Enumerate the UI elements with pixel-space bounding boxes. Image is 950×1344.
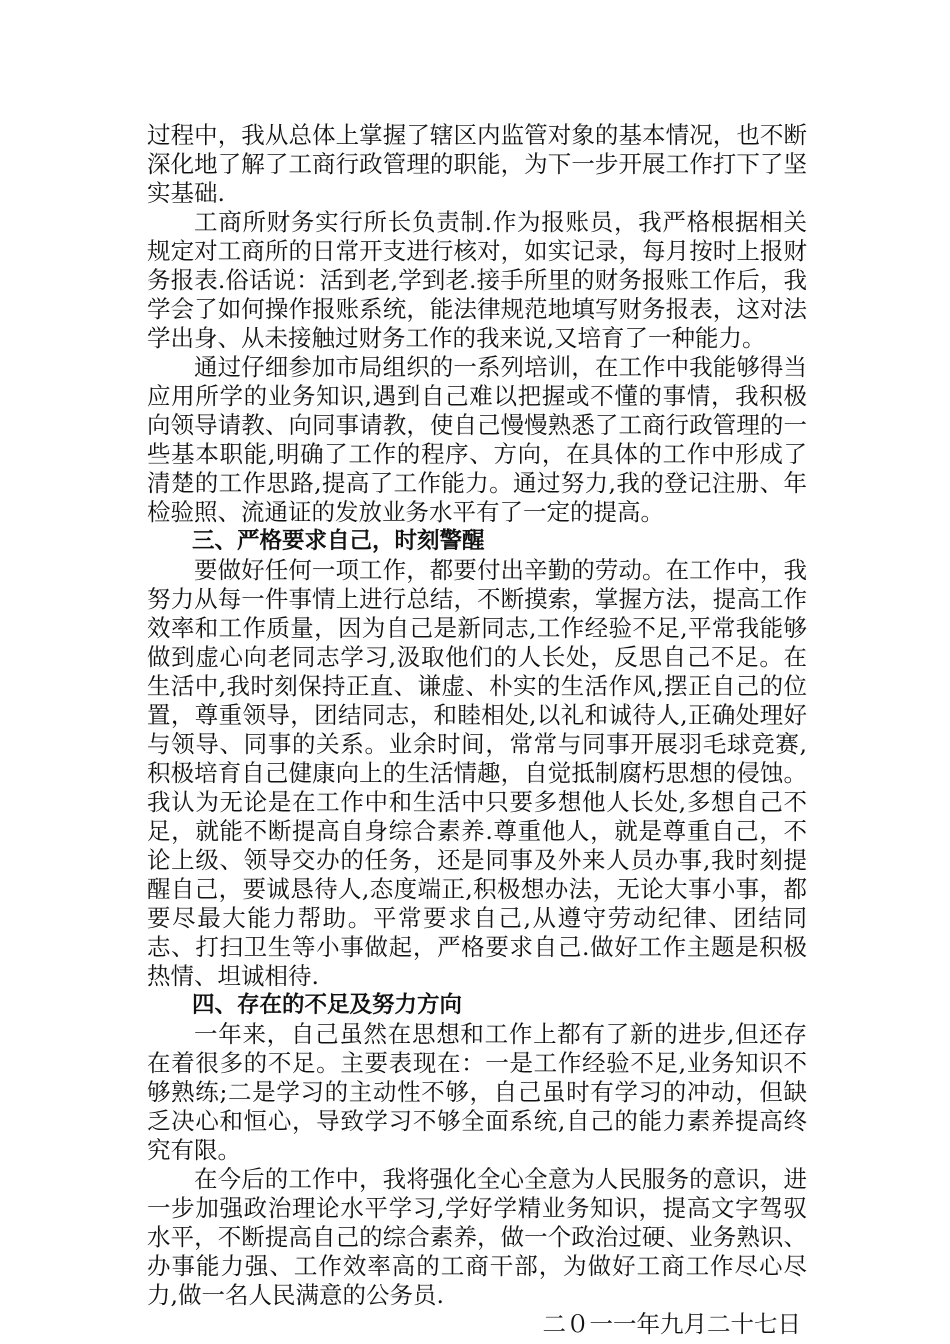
document-date: 二０一一年九月二十七日 <box>542 1310 801 1338</box>
paragraph-self-discipline: 要做好任何一项工作，都要付出辛勤的劳动。在工作中，我努力从每一件事情上进行总结，不断摸索，掌握方法，提高工作效率和工作质量，因为自己是新同志,工作经验不足,平常我能够做到虚心向老同志学习,汲取他们的人长处，反思自己不足。在生活中,我时刻保持正直、谦虚、朴实的生活作风,摆正自己的位置，尊重领导，团结同志，和睦相处,以礼和诚待人,正确处理好与领导、同事的关系。业余时间，常常与同事开展羽毛球竞赛,积极培育自己健康向上的生活情趣，自觉抵制腐朽思想的侵蚀。我认为无论是在工作中和生活中只要多想他人长处,多想自己不足，就能不断提高自身综合素养.尊重他人，就是尊重自己，不论上级、领导交办的任务，还是同事及外来人员办事,我时刻提醒自己，要诚恳待人,态度端正,积极想办法，无论大事小事，都要尽最大能力帮助。平常要求自己,从遵守劳动纪律、团结同志、打扫卫生等小事做起，严格要求自己.做好工作主题是积极热情、坦诚相待. <box>147 556 807 990</box>
paragraph-shortcomings: 一年来，自己虽然在思想和工作上都有了新的进步,但还存在着很多的不足。主要表现在：一是工作经验不足,业务知识不够熟练;二是学习的主动性不够，自己虽时有学习的冲动，但缺乏决心和恒心，导致学习不够全面系统,自己的能力素养提高终究有限。 <box>147 1020 807 1164</box>
paragraph-continuation: 过程中，我从总体上掌握了辖区内监管对象的基本情况，也不断深化地了解了工商行政管理的职能，为下一步开展工作打下了坚实基础. <box>147 121 807 207</box>
paragraph-finance: 工商所财务实行所长负责制.作为报账员，我严格根据相关规定对工商所的日常开支进行核对，如实记录，每月按时上报财务报表.俗话说：活到老,学到老.接手所里的财务报账工作后，我学会了如何操作报账系统，能法律规范地填写财务报表，这对法学出身、从未接触过财务工作的我来说,又培育了一种能力。 <box>147 208 807 352</box>
section-heading-3: 三、严格要求自己，时刻警醒 <box>192 528 485 554</box>
document-page <box>147 121 807 1339</box>
section-heading-4: 四、存在的不足及努力方向 <box>192 992 463 1018</box>
paragraph-future: 在今后的工作中，我将强化全心全意为人民服务的意识，进一步加强政治理论水平学习,学好学精业务知识，提高文字驾驭水平，不断提高自己的综合素养，做一个政治过硬、业务熟识、办事能力强、工作效率高的工商干部，为做好工商工作尽心尽力,做一名人民满意的公务员. <box>147 1165 807 1309</box>
paragraph-training: 通过仔细参加市局组织的一系列培训，在工作中我能够得当应用所学的业务知识,遇到自己难以把握或不懂的事情，我积极向领导请教、向同事请教，使自己慢慢熟悉了工商行政管理的一些基本职能,明确了工作的程序、方向，在具体的工作中形成了清楚的工作思路,提高了工作能力。通过努力,我的登记注册、年检验照、流通证的发放业务水平有了一定的提高。 <box>147 353 807 526</box>
